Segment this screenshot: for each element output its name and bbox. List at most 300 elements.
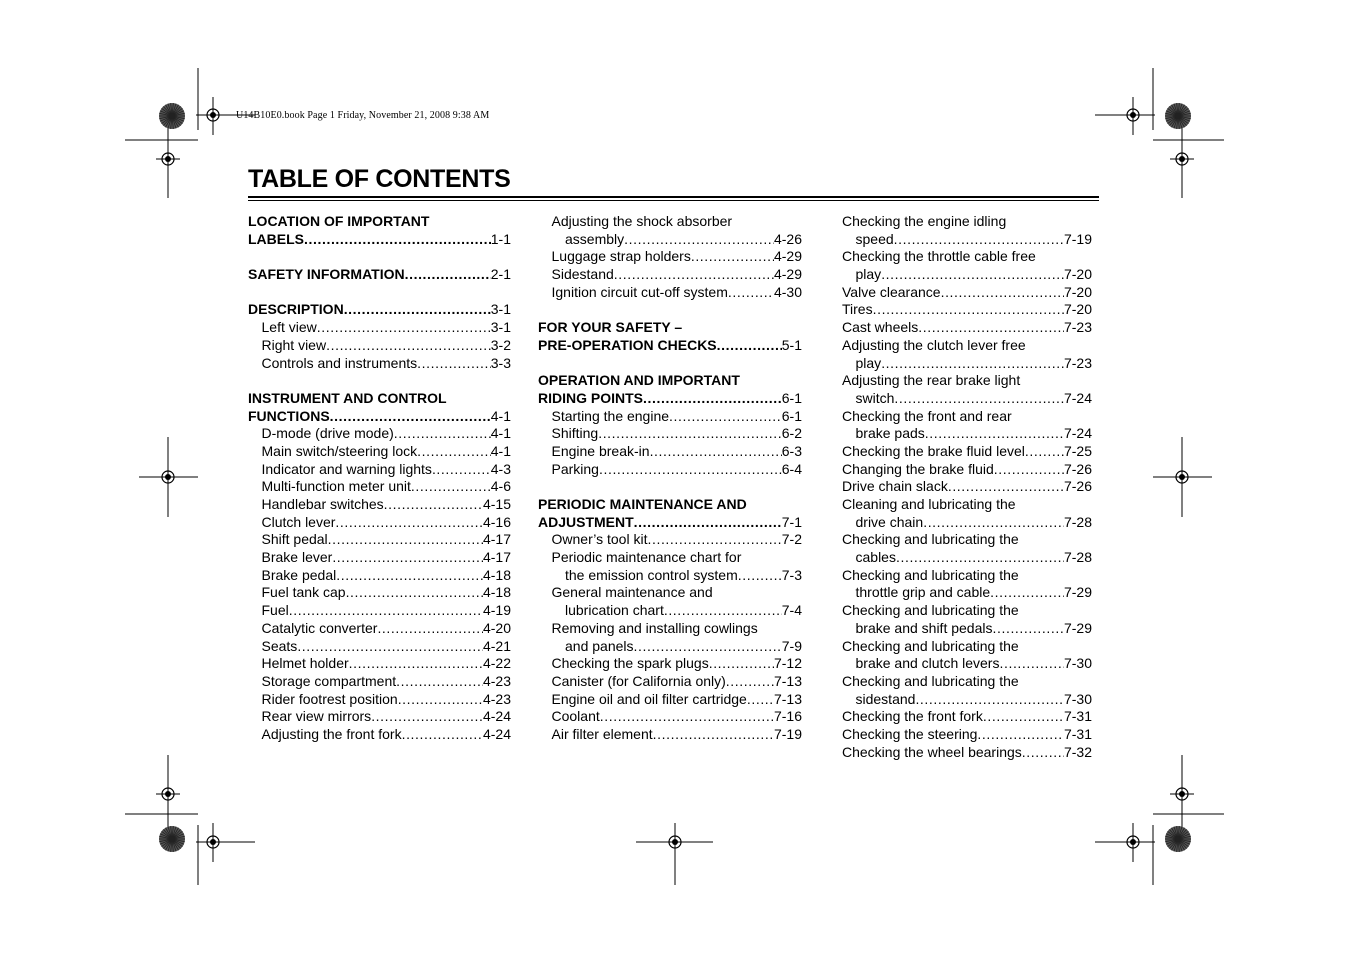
toc-entry[interactable]: [842, 319, 1092, 337]
toc-entry[interactable]: [538, 284, 802, 302]
toc-entry-title: brake and clutch levers: [855, 655, 1000, 672]
toc-entry-title: Periodic maintenance chart for: [551, 549, 742, 566]
toc-entry-title: Ignition circuit cut-off system: [551, 283, 728, 300]
dot-leader: [999, 655, 1064, 673]
toc-entry-title: Left view: [261, 319, 317, 336]
dot-leader: [915, 691, 1064, 709]
toc-page-number: 3-1: [490, 319, 511, 336]
dot-leader: [405, 266, 491, 284]
dot-leader: [332, 549, 483, 567]
toc-entry[interactable]: [842, 655, 1092, 673]
toc-page-number: 7-13: [773, 690, 802, 707]
toc-entry-title: Handlebar switches: [261, 496, 384, 512]
toc-page-number: 7-28: [1063, 549, 1092, 566]
dot-leader: [335, 514, 483, 532]
toc-page-number: 4-1: [490, 442, 511, 459]
dot-leader: [432, 461, 491, 479]
toc-entry[interactable]: [538, 425, 802, 443]
toc-entry-title: Parking: [551, 460, 599, 477]
dot-leader: [349, 655, 483, 673]
toc-entry-title: PRE-OPERATION CHECKS: [538, 336, 717, 353]
toc-entry[interactable]: [842, 408, 1092, 426]
toc-entry[interactable]: [538, 461, 802, 479]
toc-entry-title: Checking the steering: [842, 725, 978, 742]
toc-entry-title: drive chain: [855, 513, 924, 530]
toc-entry-title: play: [855, 266, 882, 283]
toc-page-number: 7-30: [1063, 690, 1092, 707]
toc-section-heading[interactable]: [538, 319, 802, 337]
toc-entry[interactable]: [248, 638, 511, 656]
toc-page-number: 4-3: [490, 460, 511, 477]
toc-entry[interactable]: [842, 708, 1092, 726]
dot-leader: [894, 231, 1064, 249]
toc-entry[interactable]: [538, 708, 802, 726]
toc-entry-title: Removing and installing cowlings: [551, 619, 758, 636]
toc-entry[interactable]: [248, 691, 511, 709]
toc-page-number: 1-1: [490, 230, 511, 247]
toc-page-number: 2-1: [490, 266, 511, 283]
toc-entry-title: Cleaning and lubricating the: [842, 496, 1016, 512]
dot-leader: [377, 620, 483, 638]
dot-leader: [289, 602, 483, 620]
dot-leader: [346, 584, 483, 602]
toc-page-number: 4-23: [482, 690, 511, 707]
toc-entry-title: throttle grip and cable: [855, 584, 991, 601]
toc-page-number: 7-24: [1063, 425, 1092, 442]
toc-section-heading[interactable]: [248, 213, 511, 231]
toc-entry[interactable]: [842, 744, 1092, 762]
toc-entry[interactable]: [842, 231, 1092, 249]
toc-entry[interactable]: [538, 213, 802, 231]
toc-entry-title: Rear view mirrors: [261, 708, 372, 725]
toc-entry[interactable]: [248, 319, 511, 337]
toc-page-number: 4-1: [490, 407, 511, 424]
toc-entry-title: Storage compartment: [261, 672, 397, 689]
toc-entry[interactable]: [842, 301, 1092, 319]
toc-entry[interactable]: [842, 284, 1092, 302]
toc-page-number: 4-16: [482, 513, 511, 530]
toc-entry-title: D-mode (drive mode): [261, 425, 394, 442]
dot-leader: [328, 531, 483, 549]
toc-page-number: 4-22: [482, 655, 511, 672]
toc-spacer: [248, 248, 511, 266]
toc-entry[interactable]: [842, 266, 1092, 284]
toc-entry[interactable]: [248, 726, 511, 744]
toc-entry-title: Shift pedal: [261, 531, 328, 548]
toc-page-number: 3-1: [490, 301, 511, 318]
dot-leader: [417, 355, 491, 373]
toc-page-number: 4-18: [482, 566, 511, 583]
toc-entry-title: General maintenance and: [551, 584, 713, 601]
toc-entry[interactable]: [538, 248, 802, 266]
toc-entry-title: Changing the brake fluid: [842, 460, 994, 477]
color-target-center: [1175, 836, 1181, 842]
dot-leader: [411, 478, 491, 496]
toc-page-number: 7-23: [1063, 354, 1092, 371]
toc-section-heading[interactable]: [248, 231, 511, 249]
dot-leader: [614, 266, 774, 284]
dot-leader: [992, 620, 1063, 638]
toc-page-number: 7-13: [773, 672, 802, 689]
toc-entry-title: FOR YOUR SAFETY –: [538, 319, 683, 336]
dot-leader: [634, 638, 782, 656]
toc-section-heading[interactable]: [248, 266, 511, 284]
toc-entry-title: Engine oil and oil filter cartridge: [551, 690, 747, 707]
dot-leader: [728, 284, 774, 302]
toc-page-number: 7-20: [1063, 301, 1092, 318]
toc-entry[interactable]: [538, 266, 802, 284]
toc-entry-title: Cast wheels: [842, 319, 919, 336]
dot-leader: [983, 708, 1064, 726]
toc-entry-title: Catalytic converter: [261, 619, 378, 636]
toc-entry[interactable]: [538, 620, 802, 638]
toc-entry-title: OPERATION AND IMPORTANT: [538, 372, 740, 389]
toc-entry-title: and panels: [565, 637, 634, 654]
toc-page-number: 7-1: [781, 513, 802, 530]
toc-entry[interactable]: [842, 549, 1092, 567]
toc-entry[interactable]: [248, 655, 511, 673]
toc-entry[interactable]: [538, 549, 802, 567]
toc-entry[interactable]: [842, 531, 1092, 549]
toc-entry[interactable]: [842, 478, 1092, 496]
toc-page-number: 7-24: [1063, 389, 1092, 406]
toc-page-number: 3-3: [490, 354, 511, 371]
toc-entry-title: Starting the engine: [551, 407, 670, 424]
toc-page-number: 7-20: [1063, 283, 1092, 300]
toc-entry-title: Checking the wheel bearings: [842, 743, 1022, 760]
dot-leader: [726, 673, 774, 691]
dot-leader: [1025, 443, 1064, 461]
toc-entry-title: Checking the front and rear: [842, 407, 1012, 424]
toc-page-number: 7-9: [781, 637, 802, 654]
toc-entry[interactable]: [538, 531, 802, 549]
toc-entry-title: Checking and lubricating the: [842, 566, 1019, 583]
toc-section-heading[interactable]: [538, 390, 802, 408]
toc-entry-title: Checking the brake fluid level: [842, 442, 1025, 459]
toc-section-heading[interactable]: [248, 390, 511, 408]
toc-column-1: [248, 213, 511, 744]
toc-entry[interactable]: [842, 461, 1092, 479]
dot-leader: [384, 496, 483, 514]
toc-page-number: 4-15: [482, 496, 511, 512]
toc-entry-title: Checking and lubricating the: [842, 672, 1019, 689]
print-header: U14B10E0.book Page 1 Friday, November 21, 2008 9:38 AM: [236, 110, 490, 121]
toc-entry[interactable]: [248, 708, 511, 726]
toc-entry[interactable]: [538, 231, 802, 249]
toc-entry-title: Valve clearance: [842, 283, 941, 300]
toc-entry-title: RIDING POINTS: [538, 389, 644, 406]
dot-leader: [896, 549, 1064, 567]
toc-entry-title: Checking the engine idling: [842, 213, 1007, 229]
toc-page-number: 3-2: [490, 336, 511, 353]
toc-entry[interactable]: [248, 673, 511, 691]
dot-leader: [738, 567, 782, 585]
toc-page-number: 4-29: [773, 266, 802, 283]
toc-entry[interactable]: [248, 531, 511, 549]
toc-entry-title: Sidestand: [551, 266, 614, 283]
dot-leader: [394, 425, 491, 443]
toc-page-number: 7-30: [1063, 655, 1092, 672]
dot-leader: [624, 231, 774, 249]
toc-page-number: 7-16: [773, 708, 802, 725]
toc-entry[interactable]: [842, 443, 1092, 461]
toc-entry-title: Seats: [261, 637, 298, 654]
toc-page-number: 4-30: [773, 283, 802, 300]
toc-entry-title: DESCRIPTION: [248, 301, 344, 318]
toc-entry[interactable]: [248, 461, 511, 479]
toc-entry-title: Checking and lubricating the: [842, 602, 1019, 619]
toc-entry-title: lubrication chart: [565, 602, 664, 619]
toc-entry-title: sidestand: [855, 690, 916, 707]
toc-entry[interactable]: [248, 496, 511, 514]
dot-leader: [371, 708, 483, 726]
toc-entry[interactable]: [842, 584, 1092, 602]
toc-page-number: 7-2: [781, 531, 802, 548]
toc-entry[interactable]: [842, 425, 1092, 443]
toc-page-number: 7-25: [1063, 442, 1092, 459]
toc-entry[interactable]: [248, 567, 511, 585]
toc-entry-title: Helmet holder: [261, 655, 349, 672]
toc-entry-title: Owner’s tool kit: [551, 531, 648, 548]
toc-page-number: 7-20: [1063, 266, 1092, 283]
toc-entry-title: Multi-function meter unit: [261, 478, 411, 495]
color-target-center: [169, 836, 175, 842]
toc-entry-title: SAFETY INFORMATION: [248, 266, 405, 283]
toc-entry-title: the emission control system: [565, 566, 738, 583]
toc-entry[interactable]: [842, 248, 1092, 266]
toc-entry[interactable]: [842, 691, 1092, 709]
toc-entry-title: Controls and instruments: [261, 354, 418, 371]
dot-leader: [344, 301, 491, 319]
toc-entry-title: brake pads: [855, 425, 925, 442]
toc-entry-title: Indicator and warning lights: [261, 460, 432, 477]
toc-page-number: 4-6: [490, 478, 511, 495]
title-rule-thin: [248, 200, 1099, 201]
dot-leader: [600, 708, 774, 726]
toc-entry-title: Drive chain slack: [842, 478, 948, 495]
toc-entry[interactable]: [248, 620, 511, 638]
dot-leader: [1022, 744, 1064, 762]
toc-entry[interactable]: [842, 567, 1092, 585]
toc-entry-title: Air filter element: [551, 725, 653, 742]
page-title: TABLE OF CONTENTS: [248, 165, 511, 193]
toc-entry-title: Brake pedal: [261, 566, 337, 583]
toc-entry[interactable]: [842, 620, 1092, 638]
toc-entry[interactable]: [248, 549, 511, 567]
toc-entry[interactable]: [538, 673, 802, 691]
dot-leader: [297, 638, 483, 656]
toc-section-heading[interactable]: [248, 301, 511, 319]
toc-entry[interactable]: [248, 584, 511, 602]
toc-page-number: 4-1: [490, 425, 511, 442]
color-target-center: [169, 113, 175, 119]
toc-entry[interactable]: [842, 213, 1092, 231]
toc-entry-title: Checking and lubricating the: [842, 531, 1019, 548]
toc-page-number: 7-31: [1063, 725, 1092, 742]
dot-leader: [643, 390, 782, 408]
dot-leader: [923, 514, 1064, 532]
toc-entry[interactable]: [842, 496, 1092, 514]
toc-page-number: 7-29: [1063, 619, 1092, 636]
toc-entry[interactable]: [538, 691, 802, 709]
toc-entry[interactable]: [248, 355, 511, 373]
toc-page-number: 7-26: [1063, 460, 1092, 477]
toc-entry-title: Adjusting the shock absorber: [551, 213, 733, 229]
dot-leader: [941, 284, 1064, 302]
dot-leader: [650, 443, 782, 461]
toc-entry[interactable]: [538, 726, 802, 744]
toc-entry-title: Checking and lubricating the: [842, 637, 1019, 654]
toc-page-number: 7-3: [781, 566, 802, 583]
toc-entry[interactable]: [538, 443, 802, 461]
toc-entry[interactable]: [842, 638, 1092, 656]
toc-spacer: [538, 355, 802, 373]
toc-entry-title: Tires: [842, 301, 873, 318]
toc-entry[interactable]: [538, 567, 802, 585]
toc-section-heading[interactable]: [538, 372, 802, 390]
toc-page-number: 4-24: [482, 708, 511, 725]
dot-leader: [894, 390, 1064, 408]
dot-leader: [336, 567, 483, 585]
dot-leader: [634, 514, 782, 532]
toc-entry[interactable]: [248, 425, 511, 443]
toc-entry[interactable]: [842, 337, 1092, 355]
toc-entry[interactable]: [538, 408, 802, 426]
toc-entry[interactable]: [538, 655, 802, 673]
toc-page-number: 6-1: [781, 389, 802, 406]
dot-leader: [598, 425, 782, 443]
toc-section-heading[interactable]: [538, 514, 802, 532]
toc-section-heading[interactable]: [538, 337, 802, 355]
toc-page-number: 4-20: [482, 619, 511, 636]
dot-leader: [691, 248, 774, 266]
toc-entry[interactable]: [842, 602, 1092, 620]
toc-entry-title: Adjusting the rear brake light: [842, 372, 1021, 389]
toc-column-3: [842, 213, 1092, 761]
dot-leader: [653, 726, 774, 744]
toc-entry-title: Shifting: [551, 425, 599, 442]
dot-leader: [647, 531, 781, 549]
toc-page-number: 6-1: [781, 407, 802, 424]
dot-leader: [873, 301, 1064, 319]
toc-page-number: 7-29: [1063, 584, 1092, 601]
dot-leader: [881, 355, 1064, 373]
toc-page-number: 4-26: [773, 230, 802, 247]
toc-page-number: 4-23: [482, 672, 511, 689]
toc-spacer: [538, 478, 802, 496]
toc-page-number: 7-26: [1063, 478, 1092, 495]
dot-leader: [669, 408, 782, 426]
dot-leader: [417, 443, 491, 461]
toc-spacer: [248, 372, 511, 390]
toc-page-number: 4-17: [482, 531, 511, 548]
toc-entry[interactable]: [538, 584, 802, 602]
toc-entry-title: Right view: [261, 336, 327, 353]
toc-entry-title: Rider footrest position: [261, 690, 398, 707]
toc-page-number: 7-12: [773, 655, 802, 672]
toc-section-heading[interactable]: [538, 496, 802, 514]
toc-entry-title: Checking the front fork: [842, 708, 983, 725]
dot-leader: [709, 655, 774, 673]
toc-entry[interactable]: [248, 443, 511, 461]
toc-entry-title: Engine break-in: [551, 442, 650, 459]
dot-leader: [317, 319, 491, 337]
color-target-center: [1175, 113, 1181, 119]
toc-entry-title: Checking the spark plugs: [551, 655, 709, 672]
dot-leader: [398, 691, 483, 709]
toc-page-number: 5-1: [781, 336, 802, 353]
toc-entry-title: Clutch lever: [261, 513, 336, 530]
toc-entry[interactable]: [538, 602, 802, 620]
toc-spacer: [538, 301, 802, 319]
dot-leader: [330, 408, 491, 426]
dot-leader: [925, 425, 1064, 443]
toc-entry[interactable]: [842, 355, 1092, 373]
toc-entry[interactable]: [248, 478, 511, 496]
toc-page-number: 7-23: [1063, 319, 1092, 336]
dot-leader: [747, 691, 774, 709]
toc-entry[interactable]: [842, 372, 1092, 390]
dot-leader: [881, 266, 1064, 284]
toc-entry[interactable]: [538, 638, 802, 656]
toc-page-number: 4-21: [482, 637, 511, 654]
toc-entry-title: Brake lever: [261, 549, 333, 566]
toc-entry-title: Adjusting the clutch lever free: [842, 336, 1026, 353]
dot-leader: [977, 726, 1064, 744]
toc-entry[interactable]: [248, 514, 511, 532]
toc-page-number: 4-19: [482, 602, 511, 619]
toc-page-number: 4-17: [482, 549, 511, 566]
toc-page-number: 7-19: [1063, 230, 1092, 247]
toc-entry[interactable]: [842, 726, 1092, 744]
dot-leader: [304, 231, 491, 249]
dot-leader: [599, 461, 782, 479]
dot-leader: [396, 673, 483, 691]
dot-leader: [664, 602, 782, 620]
toc-section-heading[interactable]: [248, 408, 511, 426]
toc-entry[interactable]: [842, 514, 1092, 532]
toc-entry-title: LOCATION OF IMPORTANT: [248, 213, 430, 229]
toc-entry-title: Checking the throttle cable free: [842, 248, 1036, 265]
toc-entry[interactable]: [842, 390, 1092, 408]
toc-page-number: 6-3: [781, 442, 802, 459]
toc-entry-title: INSTRUMENT AND CONTROL: [248, 389, 447, 406]
dot-leader: [402, 726, 483, 744]
toc-entry-title: play: [855, 354, 882, 371]
toc-entry[interactable]: [248, 337, 511, 355]
toc-page-number: 7-32: [1063, 743, 1092, 760]
toc-page-number: 7-19: [773, 725, 802, 742]
dot-leader: [990, 584, 1064, 602]
toc-entry-title: LABELS: [248, 230, 304, 247]
toc-spacer: [248, 284, 511, 302]
toc-page-number: 6-2: [781, 425, 802, 442]
toc-page-number: 7-4: [781, 602, 802, 619]
toc-entry-title: ADJUSTMENT: [538, 513, 634, 530]
toc-entry[interactable]: [248, 602, 511, 620]
dot-leader: [918, 319, 1064, 337]
toc-entry-title: brake and shift pedals: [855, 619, 993, 636]
toc-entry-title: cables: [855, 549, 896, 566]
toc-entry-title: switch: [855, 389, 895, 406]
toc-entry-title: Coolant: [551, 708, 600, 725]
title-rule: [248, 196, 1099, 198]
toc-entry-title: FUNCTIONS: [248, 407, 330, 424]
dot-leader: [717, 337, 782, 355]
toc-entry-title: assembly: [565, 230, 625, 247]
toc-entry[interactable]: [842, 673, 1092, 691]
toc-entry-title: Fuel: [261, 602, 289, 619]
